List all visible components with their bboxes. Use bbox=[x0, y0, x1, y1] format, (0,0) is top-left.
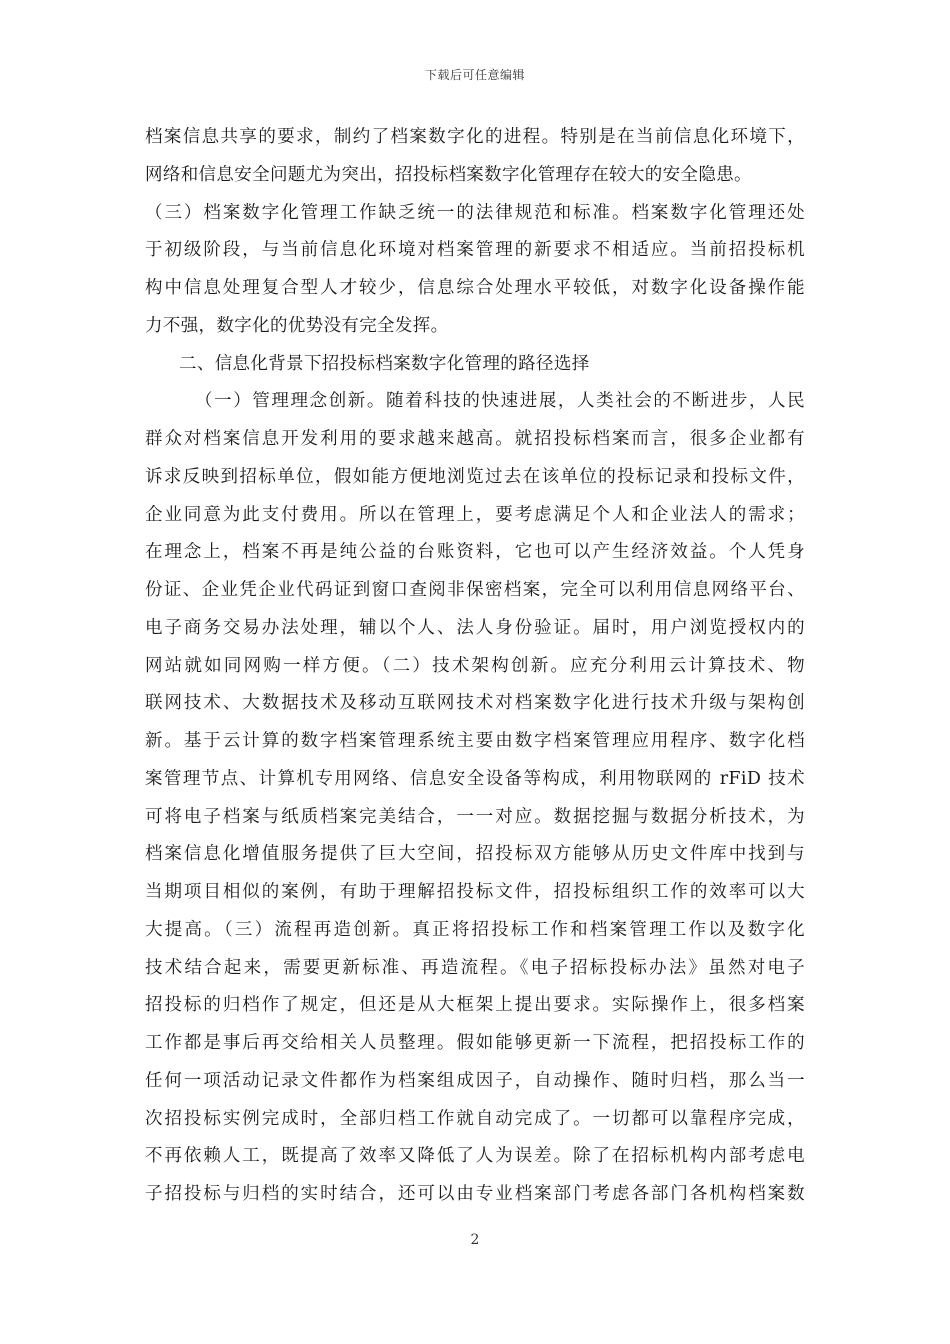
text-line: 构中信息处理复合型人才较少，信息综合处理水平较低，对数字化设备操作能 bbox=[145, 278, 805, 298]
text-line: 于初级阶段，与当前信息化环境对档案管理的新要求不相适应。当前招投标机 bbox=[145, 240, 805, 261]
section-heading: 二、信息化背景下招投标档案数字化管理的路径选择 bbox=[179, 353, 590, 374]
text-line: 案管理节点、计算机专用网络、信息安全设备等构成，利用物联网的 rFiD 技术 bbox=[145, 768, 805, 789]
text-line: （三）档案数字化管理工作缺乏统一的法律规范和标准。档案数字化管理还处 bbox=[145, 202, 805, 223]
text-line: 联网技术、大数据技术及移动互联网技术对档案数字化进行技术升级与架构创 bbox=[145, 693, 805, 714]
text-line: 可将电子档案与纸质档案完美结合，一一对应。数据挖掘与数据分析技术，为 bbox=[145, 806, 805, 827]
text-line: 企业同意为此支付费用。所以在管理上，要考虑满足个人和企业法人的需求； bbox=[145, 504, 805, 525]
text-line: 次招投标实例完成时，全部归档工作就自动完成了。一切都可以靠程序完成， bbox=[145, 1108, 805, 1129]
text-line: 任何一项活动记录文件都作为档案组成因子，自动操作、随时归档，那么当一 bbox=[145, 1070, 805, 1091]
text-line: 档案信息化增值服务提供了巨大空间，招投标双方能够从历史文件库中找到与 bbox=[145, 844, 805, 865]
text-line: 在理念上，档案不再是纯公益的台账资料，它也可以产生经济效益。个人凭身 bbox=[145, 542, 805, 563]
body-text bbox=[145, 119, 805, 1214]
text-line: 电子商务交易办法处理，辅以个人、法人身份验证。届时，用户浏览授权内的 bbox=[145, 617, 805, 638]
text-line: 新。基于云计算的数字档案管理系统主要由数字档案管理应用程序、数字化档 bbox=[145, 731, 805, 751]
text-line: 招投标的归档作了规定，但还是从大框架上提出要求。实际操作上，很多档案 bbox=[145, 995, 805, 1016]
text-line: 力不强，数字化的优势没有完全发挥。 bbox=[145, 315, 449, 336]
text-line: 网络和信息安全问题尤为突出，招投标档案数字化管理存在较大的安全隐患。 bbox=[145, 164, 752, 185]
text-line: 网站就如同网购一样方便。（二）技术架构创新。应充分利用云计算技术、物 bbox=[145, 655, 805, 676]
text-line: 不再依赖人工，既提高了效率又降低了人为误差。除了在招标机构内部考虑电 bbox=[145, 1146, 805, 1167]
text-line: 大提高。（三）流程再造创新。真正将招投标工作和档案管理工作以及数字化 bbox=[145, 919, 805, 940]
text-line: 子招投标与归档的实时结合，还可以由专业档案部门考虑各部门各机构档案数 bbox=[145, 1184, 805, 1204]
text-line: 份证、企业凭企业代码证到窗口查阅非保密档案，完全可以利用信息网络平台、 bbox=[145, 580, 805, 600]
text-line: 群众对档案信息开发利用的要求越来越高。就招投标档案而言，很多企业都有 bbox=[145, 429, 805, 449]
text-line: （一）管理理念创新。随着科技的快速进展，人类社会的不断进步，人民 bbox=[195, 391, 805, 412]
text-line: 工作都是事后再交给相关人员整理。假如能够更新一下流程，把招投标工作的 bbox=[145, 1033, 805, 1053]
page-number: 2 bbox=[470, 1232, 480, 1248]
text-line: 诉求反映到招标单位，假如能方便地浏览过去在该单位的投标记录和投标文件， bbox=[145, 466, 805, 487]
text-line: 档案信息共享的要求，制约了档案数字化的进程。特别是在当前信息化环境下， bbox=[145, 127, 805, 147]
text-line: 当期项目相似的案例，有助于理解招投标文件，招投标组织工作的效率可以大 bbox=[145, 882, 805, 902]
text-line: 技术结合起来，需要更新标准、再造流程。《电子招标投标办法》虽然对电子 bbox=[145, 957, 805, 978]
page-header: 下载后可任意编辑 bbox=[424, 68, 525, 82]
